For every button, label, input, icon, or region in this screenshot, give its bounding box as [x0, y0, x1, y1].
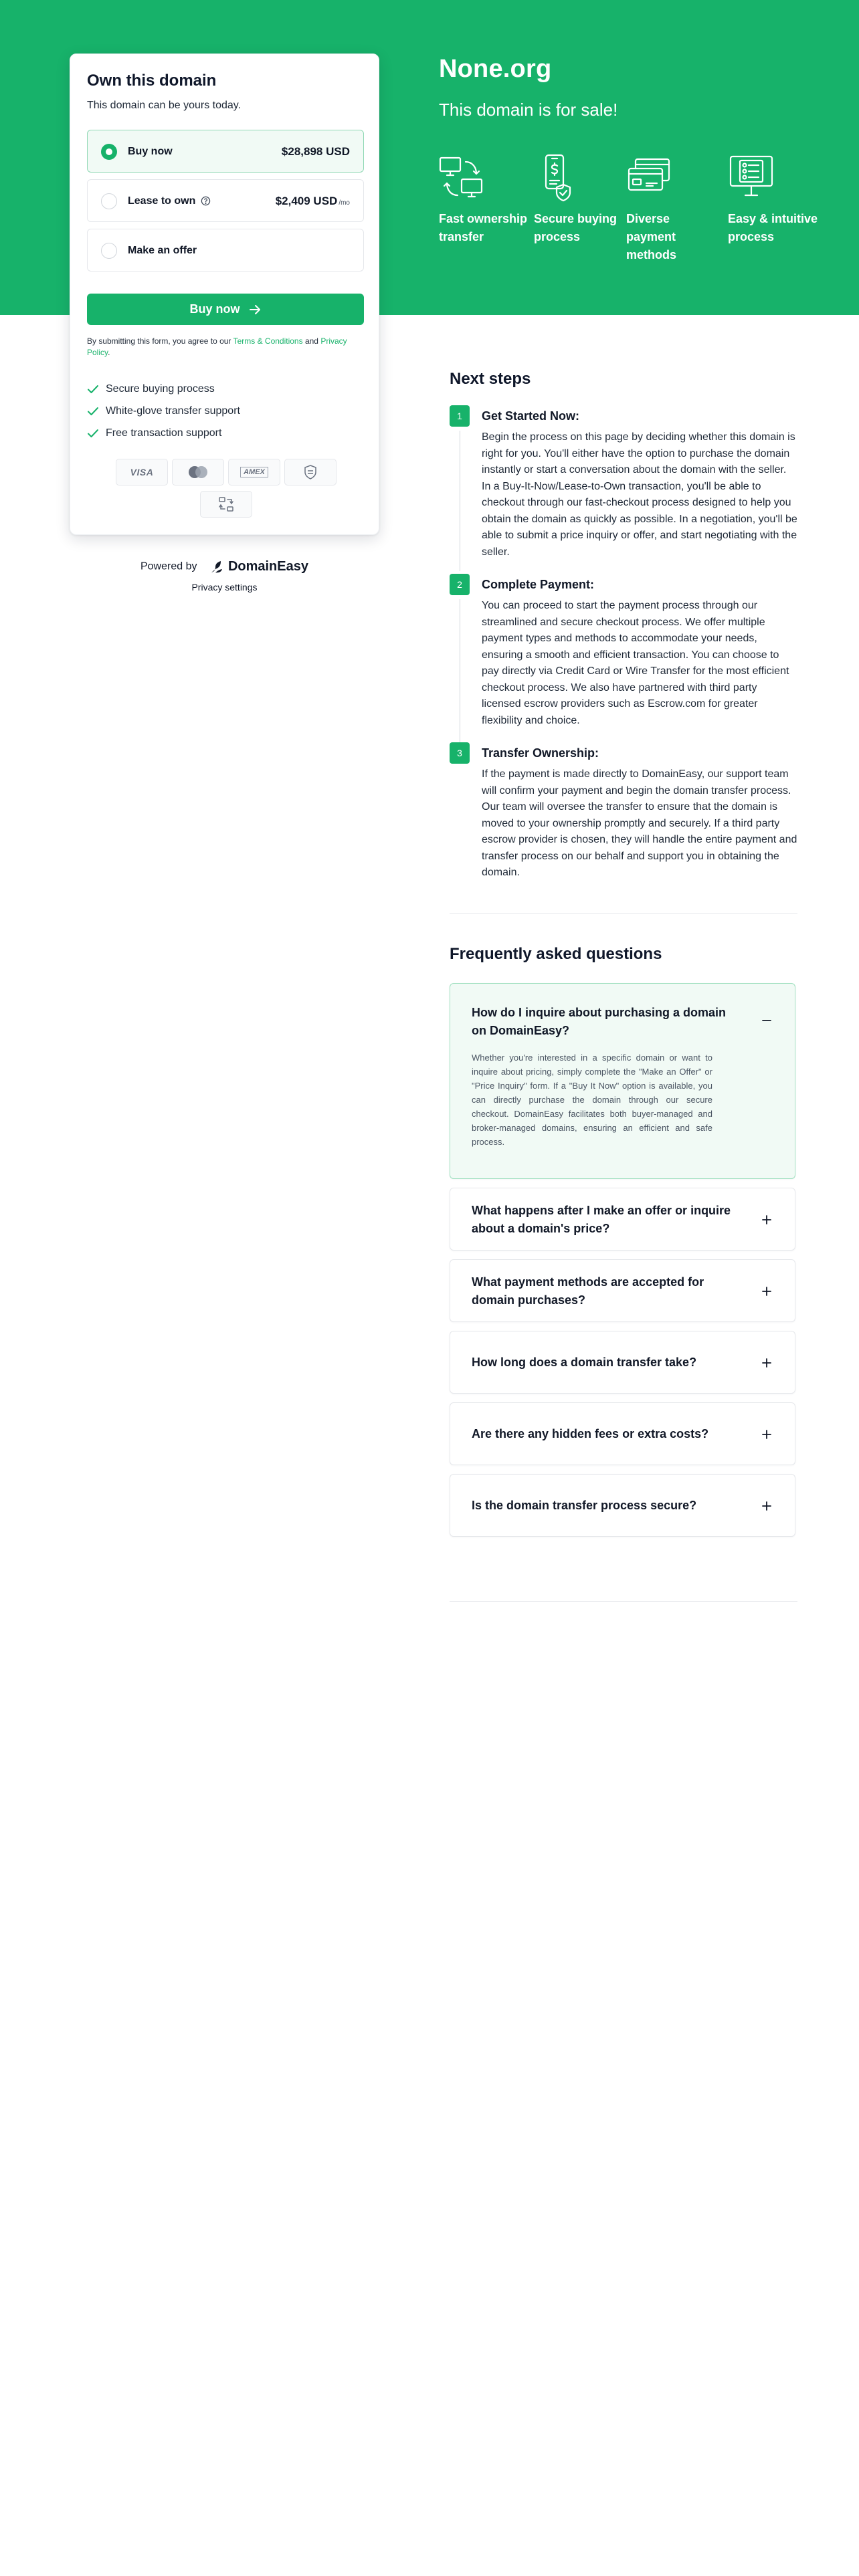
plus-icon[interactable] [760, 1356, 773, 1370]
faq-item-inquire[interactable] [450, 983, 795, 1179]
faq-question: How long does a domain transfer take? [472, 1356, 697, 1369]
step-number: 2 [450, 574, 470, 595]
plus-icon[interactable] [760, 1428, 773, 1441]
buy-now-label: Buy now [189, 302, 240, 316]
buy-now-button[interactable] [87, 294, 364, 325]
card-subtitle: This domain can be yours today. [87, 100, 242, 111]
step-body: You can proceed to start the payment process through our streamlined and secure checkout process. We offer multiple payment types and methods to accommodate your needs, ensuring a smooth and efficient transaction. You can choose to pay directly via Credit Card or Wire Transfer for the most efficient checkout process. We also have partnered with third party licensed escrow providers such as Escrow.com for greater flexibility and choice. [482, 600, 789, 726]
payment-card-icon [626, 154, 674, 202]
step-number: 1 [450, 405, 470, 427]
secure-phone-dollar-icon [534, 154, 582, 202]
feature-label: Easy & intuitive process [728, 212, 818, 243]
wire-transfer-icon [200, 491, 252, 518]
radio-selected[interactable] [101, 144, 117, 160]
feature-payment-methods [626, 154, 720, 264]
plus-icon[interactable] [760, 1499, 773, 1513]
visa-logo: VISA [116, 459, 168, 486]
faq-item-transfer-time[interactable] [450, 1331, 795, 1394]
terms-link[interactable]: Terms & Conditions [233, 336, 303, 346]
faq-item-payment-methods[interactable] [450, 1259, 795, 1322]
hero-content [439, 53, 818, 261]
card-title: Own this domain [87, 72, 217, 90]
feature-secure-buying [534, 154, 628, 246]
faq-item-secure-transfer[interactable] [450, 1474, 795, 1537]
radio-unselected[interactable] [101, 193, 117, 209]
option-label: Buy now [128, 146, 173, 157]
benefit-item: Free transaction support [87, 422, 364, 444]
check-icon [87, 405, 99, 417]
faq-item-after-offer[interactable] [450, 1188, 795, 1251]
feature-label: Secure buying process [534, 212, 617, 243]
next-steps-title: Next steps [450, 370, 531, 388]
amex-logo: AMEX [228, 459, 280, 486]
escrow-shield-icon [284, 459, 337, 486]
privacy-settings-link[interactable]: Privacy settings [191, 582, 258, 593]
radio-unselected[interactable] [101, 243, 117, 259]
transfer-computers-icon [439, 154, 487, 202]
help-circle-icon[interactable] [201, 196, 211, 206]
step-title: Complete Payment: [482, 578, 595, 591]
benefit-list [87, 378, 364, 444]
check-icon [87, 383, 99, 395]
powered-by: Powered by DomainEasy [140, 559, 308, 574]
step-number: 3 [450, 742, 470, 764]
monitor-dashboard-icon [728, 154, 776, 202]
faq-question: How do I inquire about purchasing a domain on DomainEasy? [472, 1006, 727, 1037]
faq-question: What payment methods are accepted for domain purchases? [472, 1275, 704, 1307]
minus-icon[interactable] [760, 1014, 773, 1027]
feature-list [439, 154, 818, 288]
check-icon [87, 427, 99, 439]
plus-icon[interactable] [760, 1213, 773, 1226]
faq-title: Frequently asked questions [450, 945, 662, 963]
terms-notice: By submitting this form, you agree to our Terms & Conditions and Privacy Policy. [87, 336, 347, 357]
domain-title: None.org [439, 55, 552, 83]
step-body: If the payment is made directly to DomainEasy, our support team will confirm your payment and begin the domain transfer process. Our team will oversee the transfer to ensure that the domain is moved to your ownership promptly and securely. If a third party escrow provider is chosen, they will handle the entire payment and transfer process on our behalf and support you in obtaining the domain. [482, 768, 797, 878]
privacy-policy-link[interactable]: Privacy Policy [87, 336, 347, 357]
plus-icon[interactable] [760, 1285, 773, 1298]
section-divider [450, 1601, 797, 1602]
faq-answer: Whether you're interested in a specific domain or want to inquire about pricing, simply complete the "Make an Offer" or "Price Inquiry" form. If a "Buy It Now" option is available, you can directly purchase the domain through our secure checkout. DomainEasy facilitates both buyer-managed and broker-managed domains, ensuring an efficient and safe process. [472, 1053, 712, 1147]
sale-subtitle: This domain is for sale! [439, 100, 618, 120]
step-body: Begin the process on this page by deciding whether this domain is right for you. You'll either have the option to purchase the domain instantly or start a conversation about the domain with the seller. In a Buy-It-Now/Lease-to-Own transaction, you'll be able to checkout through our fast-checkout process designed to help you obtain the domain as quickly as possible. In a negotiation, you'll be able to submit a price inquiry or offer, and start negotiating with the seller. [482, 431, 797, 558]
feature-label: Fast ownership transfer [439, 212, 528, 243]
benefit-item: Secure buying process [87, 378, 364, 400]
payment-methods [110, 459, 341, 519]
feature-easy-process [728, 154, 822, 246]
option-price: $28,898 USD [281, 145, 350, 158]
option-buy-now[interactable] [87, 130, 364, 173]
feature-label: Diverse payment methods [626, 212, 677, 261]
step-title: Transfer Ownership: [482, 746, 599, 760]
feature-fast-transfer [439, 154, 533, 246]
benefit-item: White-glove transfer support [87, 400, 364, 422]
faq-question: Are there any hidden fees or extra costs? [472, 1427, 709, 1440]
faq-question: Is the domain transfer process secure? [472, 1499, 697, 1512]
section-divider [450, 913, 797, 914]
faq-item-hidden-fees[interactable] [450, 1402, 795, 1465]
option-lease-to-own[interactable] [87, 179, 364, 222]
purchase-card [70, 53, 379, 535]
next-steps-section [450, 369, 797, 878]
mastercard-logo [172, 459, 224, 486]
option-make-offer[interactable] [87, 229, 364, 272]
faq-question: What happens after I make an offer or inquire about a domain's price? [472, 1204, 731, 1235]
arrow-right-icon [248, 303, 262, 316]
option-label: Make an offer [128, 245, 197, 256]
step-title: Get Started Now: [482, 409, 580, 423]
domaineasy-logo-icon [209, 560, 224, 574]
option-label: Lease to own [128, 194, 211, 209]
domaineasy-logo[interactable]: DomainEasy [209, 559, 308, 574]
option-price: $2,409 USD /mo [275, 195, 350, 207]
